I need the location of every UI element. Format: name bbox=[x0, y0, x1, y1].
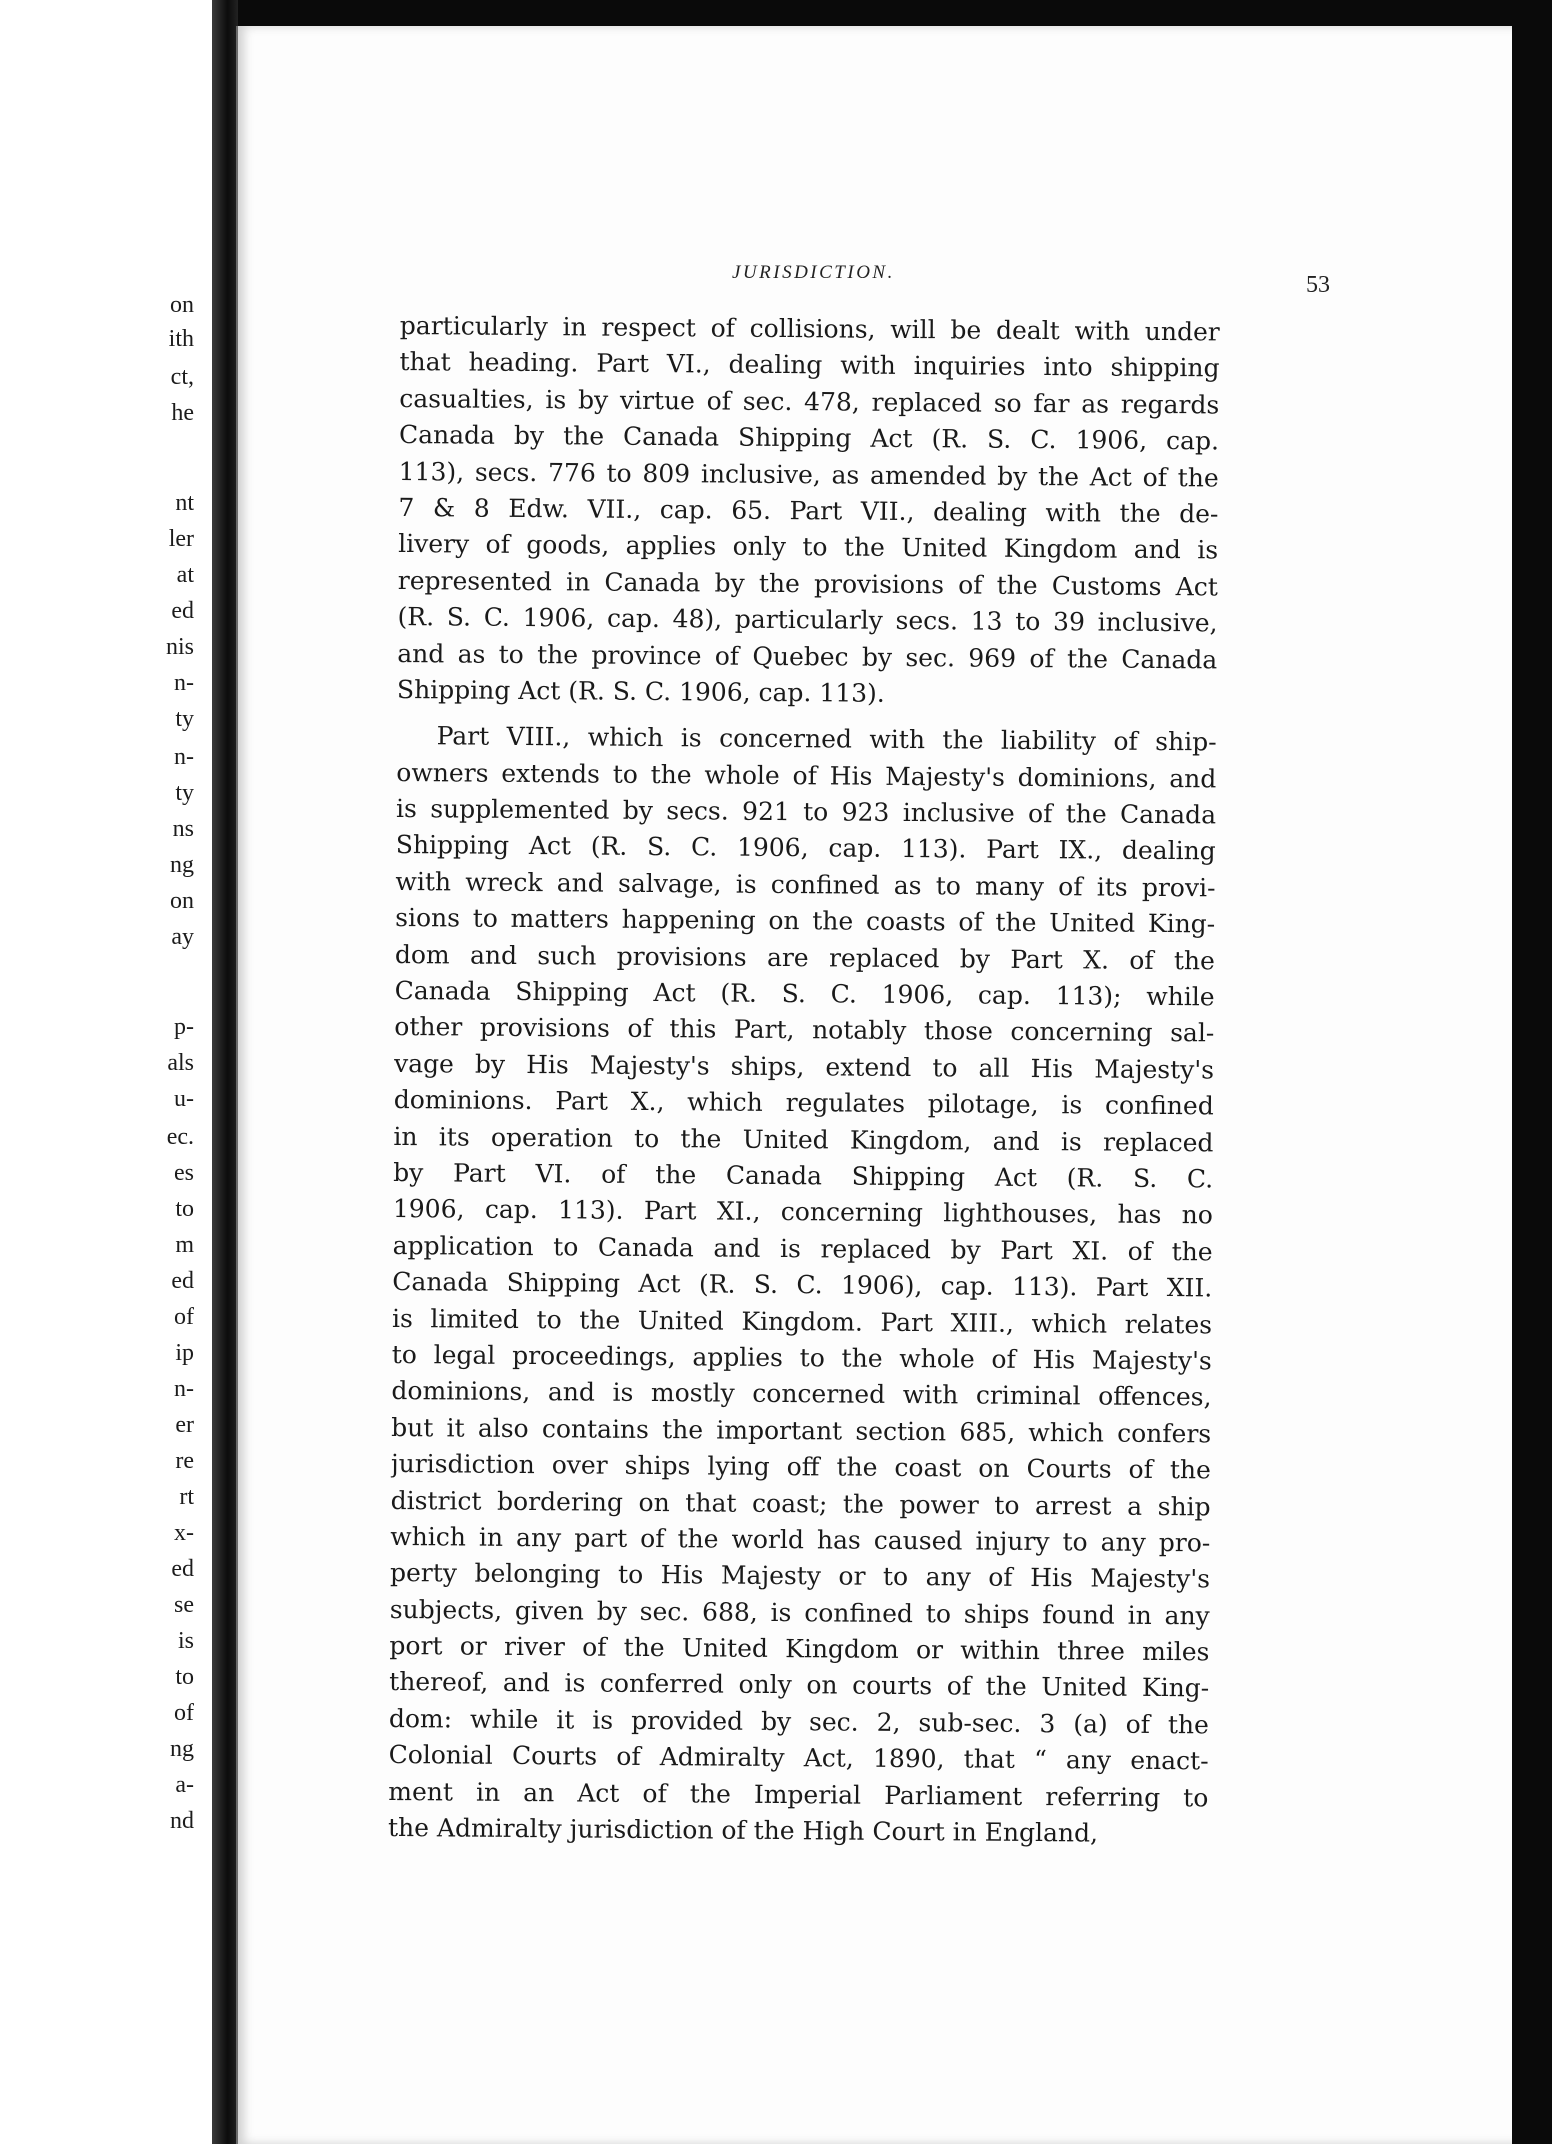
text-line: in its operation to the United Kingdom, and is replaced bbox=[393, 1121, 1214, 1158]
left-page-line-fragment: ith bbox=[168, 326, 194, 352]
left-page-line-fragment: x- bbox=[174, 1520, 194, 1546]
left-page-line-fragment: es bbox=[174, 1160, 194, 1186]
page-number: 53 bbox=[1306, 272, 1330, 298]
text-line: represented in Canada by the provisions of the Customs Act bbox=[397, 565, 1218, 602]
left-page-line-fragment: on bbox=[170, 292, 194, 318]
text-line: Canada Shipping Act (R. S. C. 1906), cap. 113). Part XII. bbox=[392, 1267, 1213, 1303]
left-page-line-fragment: m bbox=[175, 1232, 194, 1258]
text-line: perty belonging to His Majesty or to any of His Majesty's bbox=[389, 1558, 1211, 1594]
text-line: application to Canada and is replaced by Part XI. of the bbox=[392, 1230, 1213, 1267]
text-line: is supplemented by secs. 921 to 923 inclusive of the Canada bbox=[395, 794, 1217, 830]
left-page-line-fragment: nt bbox=[175, 490, 194, 516]
left-page-line-fragment: n- bbox=[174, 744, 194, 770]
text-line: (R. S. C. 1906, cap. 48), particularly secs. 13 to 39 inclusive, bbox=[397, 602, 1218, 638]
text-line: vage by His Majesty's ships, extend to all His Majesty's bbox=[393, 1048, 1215, 1085]
left-page-line-fragment: ct, bbox=[170, 364, 194, 390]
left-page-line-fragment: to bbox=[175, 1196, 194, 1222]
text-line: sions to matters happening on the coasts of the United King- bbox=[395, 903, 1216, 939]
left-page-line-fragment: ng bbox=[170, 852, 194, 878]
paragraph bbox=[397, 308, 1220, 715]
left-page-line-fragment: of bbox=[174, 1304, 194, 1330]
text-line: Shipping Act (R. S. C. 1906, cap. 113). bbox=[396, 674, 885, 708]
left-page-line-fragment: nd bbox=[170, 1808, 194, 1834]
text-line: district bordering on that coast; the power to arrest a ship bbox=[390, 1485, 1211, 1521]
left-page-line-fragment: at bbox=[176, 562, 194, 588]
text-line: by Part VI. of the Canada Shipping Act (R. S. C. bbox=[393, 1157, 1214, 1194]
left-page-line-fragment: ed bbox=[171, 598, 194, 624]
text-line: Shipping Act (R. S. C. 1906, cap. 113). Part IX., dealing bbox=[395, 830, 1216, 866]
text-line: is limited to the United Kingdom. Part XIII., which relates bbox=[391, 1303, 1213, 1339]
text-line: subjects, given by sec. 688, is confined to ships found in any bbox=[389, 1594, 1210, 1631]
left-page-line-fragment: ng bbox=[170, 1736, 194, 1762]
text-line: with wreck and salvage, is confined as to many of its provi- bbox=[395, 866, 1216, 903]
left-page-line-fragment: n- bbox=[174, 670, 194, 696]
left-page-line-fragment: on bbox=[170, 888, 194, 914]
left-page-line-fragment: re bbox=[175, 1448, 194, 1474]
book-gutter bbox=[212, 0, 238, 2144]
left-page-line-fragment: ec. bbox=[166, 1124, 194, 1150]
left-page-line-fragment: p- bbox=[174, 1014, 194, 1040]
left-page-line-fragment: er bbox=[175, 1412, 194, 1438]
left-page-line-fragment: ay bbox=[171, 924, 194, 950]
text-line: 1906, cap. 113). Part XI., concerning lighthouses, has no bbox=[392, 1194, 1214, 1230]
text-line: Canada by the Canada Shipping Act (R. S. C. 1906, cap. bbox=[398, 420, 1220, 456]
text-line: Canada Shipping Act (R. S. C. 1906, cap. 113); while bbox=[394, 976, 1215, 1012]
left-page-line-fragment: to bbox=[175, 1664, 194, 1690]
body-text bbox=[388, 308, 1220, 1853]
text-line: and as to the province of Quebec by sec. 969 of the Canada bbox=[397, 638, 1218, 674]
left-page-line-fragment: he bbox=[171, 400, 194, 426]
left-page-line-fragment: ler bbox=[168, 526, 194, 552]
text-line: which in any part of the world has caused injury to any pro- bbox=[390, 1521, 1211, 1558]
left-page-line-fragment: a- bbox=[175, 1772, 194, 1798]
left-page-line-fragment: is bbox=[177, 1628, 194, 1654]
left-page-line-fragment: se bbox=[174, 1592, 194, 1618]
text-line: but it also contains the important section 685, which confers bbox=[391, 1412, 1212, 1449]
left-page-line-fragment: of bbox=[174, 1700, 194, 1726]
left-page-line-fragment: rt bbox=[179, 1484, 194, 1510]
paragraph bbox=[388, 718, 1217, 1853]
left-page-line-fragment: nis bbox=[165, 634, 194, 660]
text-line: livery of goods, applies only to the United Kingdom and is bbox=[398, 529, 1219, 565]
text-line: 113), secs. 776 to 809 inclusive, as amended by the Act of the bbox=[398, 456, 1219, 492]
text-line: Colonial Courts of Admiralty Act, 1890, that “ any enact- bbox=[388, 1740, 1209, 1776]
left-page-line-fragment: als bbox=[167, 1050, 194, 1076]
text-line: to legal proceedings, applies to the whole of His Majesty's bbox=[391, 1339, 1212, 1376]
text-line: 7 & 8 Edw. VII., cap. 65. Part VII., dealing with the de- bbox=[398, 492, 1219, 529]
left-page-line-fragment: ed bbox=[171, 1556, 194, 1582]
text-line: particularly in respect of collisions, will be dealt with under bbox=[399, 310, 1220, 347]
text-line: owners extends to the whole of His Majesty's dominions, and bbox=[396, 757, 1217, 794]
text-line: the Admiralty jurisdiction of the High Court in England, bbox=[387, 1812, 1099, 1848]
text-line: dom: while it is provided by sec. 2, sub-sec. 3 (a) of the bbox=[388, 1703, 1210, 1740]
text-line: dominions, and is mostly concerned with criminal offences, bbox=[391, 1376, 1212, 1412]
text-line: port or river of the United Kingdom or within three miles bbox=[389, 1631, 1210, 1667]
left-page-edge bbox=[0, 0, 222, 2144]
text-line: dom and such provisions are replaced by Part X. of the bbox=[394, 939, 1216, 976]
left-page-line-fragment: ip bbox=[175, 1340, 194, 1366]
running-head: JURISDICTION. bbox=[732, 262, 895, 283]
text-line: Part VIII., which is concerned with the liability of ship- bbox=[436, 721, 1217, 757]
left-page-line-fragment: ty bbox=[175, 780, 194, 806]
text-line: ment in an Act of the Imperial Parliament referring to bbox=[388, 1776, 1209, 1813]
left-page-line-fragment: u- bbox=[174, 1086, 194, 1112]
text-line: dominions. Part X., which regulates pilotage, is confined bbox=[393, 1085, 1214, 1121]
text-line: that heading. Part VI., dealing with inquiries into shipping bbox=[399, 347, 1220, 383]
text-line: casualties, is by virtue of sec. 478, replaced so far as regards bbox=[399, 383, 1220, 420]
text-line: thereof, and is conferred only on courts of the United King- bbox=[389, 1667, 1210, 1703]
left-page-line-fragment: ed bbox=[171, 1268, 194, 1294]
left-page-line-fragment: ns bbox=[172, 816, 194, 842]
text-line: jurisdiction over ships lying off the coast on Courts of the bbox=[390, 1449, 1212, 1485]
left-page-line-fragment: n- bbox=[174, 1376, 194, 1402]
right-page-shadow-edge bbox=[1512, 0, 1552, 2144]
left-page-line-fragment: ty bbox=[175, 706, 194, 732]
text-line: other provisions of this Part, notably those concerning sal- bbox=[394, 1012, 1215, 1048]
